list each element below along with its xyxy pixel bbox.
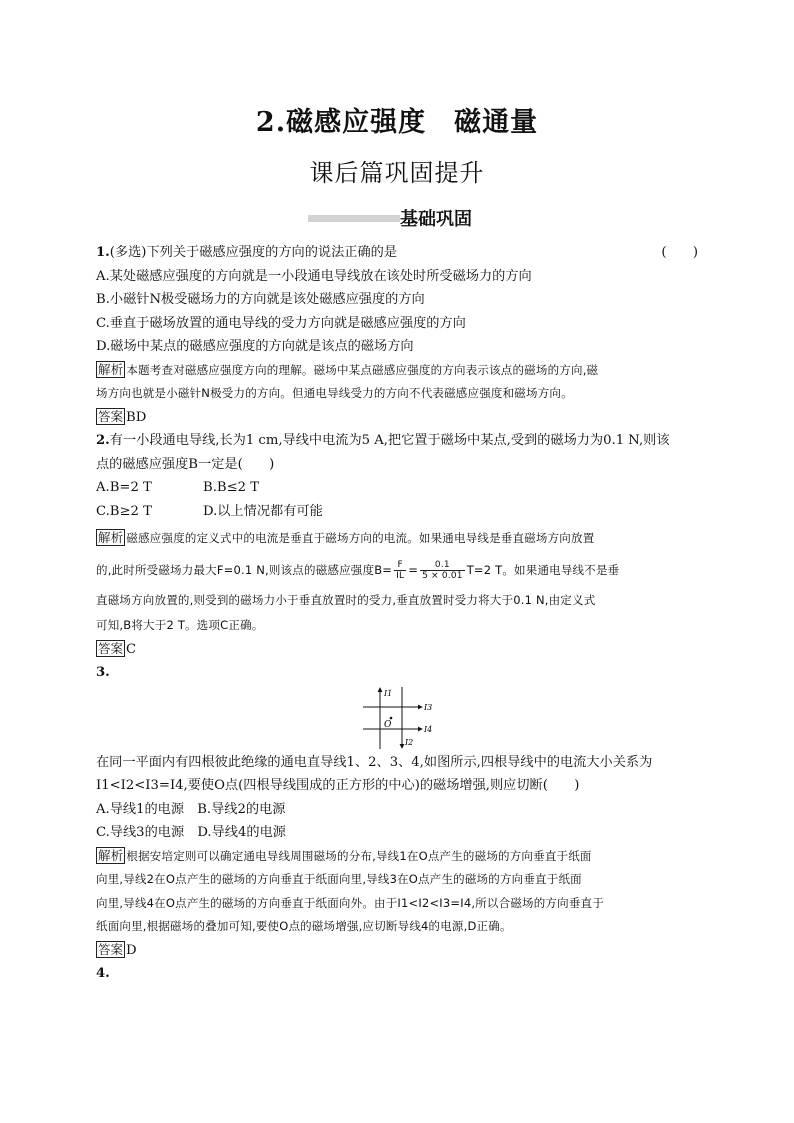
- q1-answer-value: BD: [126, 409, 147, 425]
- label-o: O: [384, 719, 392, 730]
- section-heading-bar: [308, 215, 400, 222]
- center-point-o: [390, 716, 393, 719]
- q3-options-row: A.导线1的电源 B.导线2的电源: [96, 801, 286, 817]
- q1-option-b: B.小磁针N极受磁场力的方向就是该处磁感应强度的方向: [96, 292, 425, 307]
- q3-stem-line: 在同一平面内有四根彼此绝缘的通电直导线1、2、3、4,如图所示,四根导线中的电流大小关系为: [96, 754, 653, 770]
- page-title: 2.磁感应强度 磁通量: [255, 107, 539, 138]
- q3-stem-line: I1<I2<I3=I4,要使O点(四根导线围成的正方形的中心)的磁场增强,则应切断( ): [96, 778, 580, 793]
- label-i2: I2: [405, 737, 414, 747]
- page-subtitle: 课后篇巩固提升: [309, 159, 485, 187]
- q3-answer-value: D: [126, 942, 137, 958]
- q1-answer: [96, 406, 698, 430]
- q1-explanation-line: 场方向也就是小磁针N极受力的方向。但通电导线受力的方向不代表磁感应强度和磁场方向。: [96, 386, 573, 400]
- q1-answer-bracket: ( ): [661, 245, 698, 260]
- q1-option-a: A.某处磁感应强度的方向就是一小段通电导线放在该处时所受磁场力的方向: [96, 268, 532, 284]
- q3-wire-figure: [96, 685, 698, 751]
- q1-option-d: D.磁场中某点的磁感应强度的方向就是该点的磁场方向: [96, 339, 414, 354]
- q1-option-c: C.垂直于磁场放置的通电导线的受力方向就是磁感应强度的方向: [96, 315, 466, 331]
- q3-answer: [96, 939, 698, 963]
- q3-options-row: C.导线3的电源 D.导线4的电源: [96, 825, 286, 840]
- explanation-tag: 解析: [98, 361, 124, 377]
- q1-number: 1.: [96, 245, 110, 260]
- q2-explanation-line: 解析 磁感应强度的定义式中的电流是垂直于磁场方向的电流。如果通电导线是垂直磁场方向放置: [98, 530, 595, 545]
- formula-fraction-f-over-il: $\frac{F}{IL}$: [396, 560, 405, 581]
- q2-stem-line: 点的磁感应强度B一定是( ): [96, 456, 275, 472]
- q3-explanation-line: 解析 根据安培定则可以确定通电导线周围磁场的分布,导线1在O点产生的磁场的方向垂直于纸面: [98, 847, 592, 863]
- q1-explanation-line: 解析 本题考查对磁感应强度方向的理解。磁场中某点磁感应强度的方向表示该点的磁场的方向,磁: [98, 361, 599, 377]
- q2-option-b: B.B≤2 T: [203, 480, 260, 495]
- q2-number: 2.: [96, 433, 110, 448]
- q3-explanation-line: 向里,导线2在O点产生的磁场的方向垂直于纸面向里,导线3在O点产生的磁场的方向垂直于纸面: [96, 872, 582, 886]
- label-i4: I4: [424, 724, 433, 734]
- explanation-tag: 解析: [98, 847, 124, 863]
- q2-option-a: A.B=2 T: [96, 480, 152, 495]
- q2-stem-line: 2.有一小段通电导线,长为1 cm,导线中电流为5 A,把它置于磁场中某点,受到的磁场力为0.1 N,则该: [96, 433, 670, 448]
- wire-diagram: [362, 685, 442, 751]
- explanation-tag: 解析: [98, 530, 124, 545]
- answer-tag: 答案: [98, 640, 124, 656]
- q4-number: 4.: [96, 966, 110, 981]
- q3-explanation-line: 纸面向里,根据磁场的叠加可知,要使O点的磁场增强,应切断导线4的电源,D正确。: [96, 919, 512, 933]
- q2-option-d: D.以上情况都有可能: [203, 503, 323, 519]
- q2-explanation-line: 直磁场方向放置的,则受到的磁场力小于垂直放置时的受力,垂直放置时受力将大于0.1 N,由定义式: [96, 593, 596, 607]
- question-list: [96, 241, 698, 986]
- q1-stem-text: (多选)下列关于磁感应强度的方向的说法正确的是: [109, 245, 398, 260]
- answer-tag: 答案: [98, 941, 124, 957]
- q3-explanation-line: 向里,导线4在O点产生的磁场的方向垂直于纸面向外。由于I1<I2<I3=I4,所以合磁场的方向垂直于: [96, 895, 604, 910]
- q2-options-row: [96, 476, 698, 500]
- q2-answer: [96, 638, 698, 662]
- q2-options-row: [96, 500, 698, 524]
- q2-explanation-line: 可知,B将大于2 T。选项C正确。: [96, 618, 264, 632]
- q2-explanation-formula-line: 的,此时所受磁场力最大F=0.1 N,则该点的磁感应强度B= $\frac{F}{IL}$ = $\frac{0.1}{5 \times 0.01}$ T=2 T。如果通电导线不是垂: [96, 560, 620, 581]
- section-heading-label: 基础巩固: [400, 209, 472, 230]
- q2-option-c: C.B≥2 T: [96, 503, 152, 519]
- q3-number: 3.: [96, 665, 110, 680]
- q1-stem: [96, 241, 698, 265]
- answer-tag: 答案: [98, 408, 124, 424]
- label-i3: I3: [424, 702, 433, 712]
- formula-fraction-values: $\frac{0.1}{5 \times 0.01}$: [422, 560, 463, 581]
- q2-answer-value: C: [126, 641, 137, 657]
- label-i1: I1: [384, 688, 393, 698]
